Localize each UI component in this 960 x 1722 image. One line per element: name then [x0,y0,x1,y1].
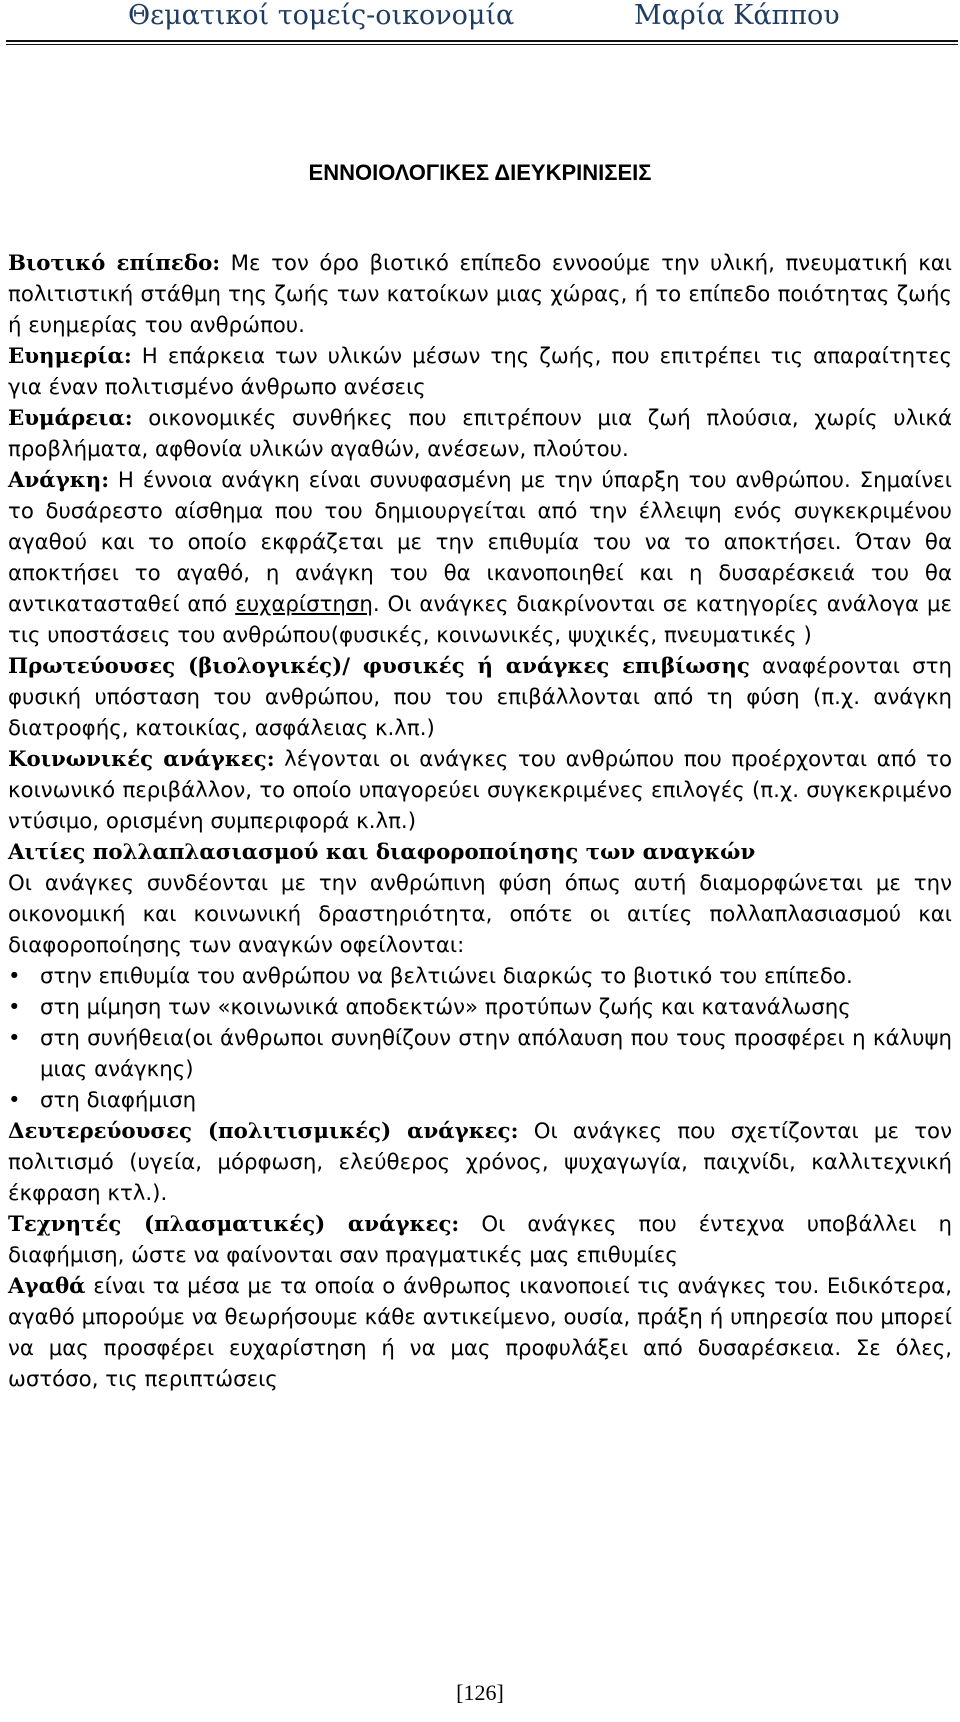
header-author: Μαρία Κάππου [634,0,840,31]
definition-anagki [8,465,952,651]
causes-list [8,961,952,1116]
bullet-icon: • [8,964,21,989]
definition-deutereuouses [8,1116,952,1209]
definition-proteuouses [8,651,952,744]
definition-text: λέγονται οι ανάγκες του ανθρώπου που προέρχονται από το κοινωνικό περιβάλλον, το οποίο υπαγορεύει συγκεκριμένες επιλογές (π.χ. συγκεκριμένο ντύσιμο, ορισμένη συμπεριφορά κ.λπ.) [8,747,952,834]
definition-euimeria [8,341,952,403]
bullet-icon: • [8,995,21,1020]
definition-text: Οι ανάγκες που σχετίζονται με τον πολιτισμό (υγεία, μόρφωση, ελεύθερος χρόνος, ψυχαγωγία, παιχνίδι, καλλιτεχνική έκφραση κτλ.). [8,1119,952,1206]
definition-biotiko-epipedo [8,248,952,341]
term: Ανάγκη: [8,468,110,493]
term: Πρωτεύουσες (βιολογικές)/ φυσικές ή ανάγκες επιβίωσης [8,654,750,679]
term: Αγαθά [8,1274,86,1299]
definition-eumareia [8,403,952,465]
list-item: • στη συνήθεια(οι άνθρωποι συνηθίζουν στην απόλαυση που τους προσφέρει η κάλυψη μιας ανάγκης) [8,1023,952,1085]
header-rule [6,40,958,45]
term: Τεχνητές (πλασματικές) ανάγκες: [8,1212,460,1237]
body-text [8,248,952,1395]
list-item: • στην επιθυμία του ανθρώπου να βελτιώνει διαρκώς το βιοτικό του επίπεδο. [8,961,952,992]
running-header [0,0,960,40]
definition-text: Οι ανάγκες που έντεχνα υποβάλλει η διαφήμιση, ώστε να φαίνονται σαν πραγματικές μας επιθυμίες [8,1212,952,1268]
list-item: • στη διαφήμιση [8,1085,952,1116]
definition-text: αναφέρονται στη φυσική υπόσταση του ανθρώπου, που του επιβάλλονται από τη φύση (π.χ. ανάγκη διατροφής, κατοικίας, ασφάλειας κ.λπ.) [8,654,952,741]
bullet-icon: • [8,1088,21,1113]
definition-text: Με τον όρο βιοτικό επίπεδο εννοούμε την υλική, πνευματική και πολιτιστική στάθμη της ζωής των κατοίκων μιας χώρας, ή το επίπεδο ποιότητας ζωής ή ευημερίας του ανθρώπου. [8,251,952,338]
page-title: ΕΝΝΟΙΟΛΟΓΙΚΕΣ ΔΙΕΥΚΡΙΝΙΣΕΙΣ [308,160,652,185]
definition-texnites [8,1209,952,1271]
term: Βιοτικό επίπεδο: [8,251,221,276]
term: Ευμάρεια: [8,406,133,431]
term: Ευημερία: [8,344,132,369]
definition-text: . Οι ανάγκες διακρίνονται σε κατηγορίες ανάλογα με τις υποστάσεις του ανθρώπου(φυσικές, κοινωνικές, ψυχικές, πνευματικές ) [8,592,952,648]
definition-text: οικονομικές συνθήκες που επιτρέπουν μια ζωή πλούσια, χωρίς υλικά προβλήματα, αφθονία υλικών αγαθών, ανέσεων, πλούτου. [8,406,952,462]
page-number: [126] [456,1680,504,1705]
definition-text: Η έννοια ανάγκη είναι συνυφασμένη με την ύπαρξη του ανθρώπου. Σημαίνει το δυσάρεστο αίσθημα που του δημιουργείται από την έλλειψη ενός συγκεκριμένου αγαθού και το οποίο εκφράζεται με την επιθυμία του να το αποκτήσει. Όταν θα αποκτήσει το αγαθό, η ανάγκη του θα ικανοποιηθεί και η δυσαρέσκειά του θα αντικατασταθεί από [8,468,952,617]
heading: Αιτίες πολλαπλασιασμού και διαφοροποίησης των αναγκών [8,840,756,865]
bullet-icon: • [8,1026,21,1051]
header-subject: Θεματικοί τομείς-οικονομία [128,0,515,31]
underlined-word: ευχαρίστηση [235,592,373,617]
definition-agatha [8,1271,952,1395]
section-heading-aities [8,837,952,868]
list-item: • στη μίμηση των «κοινωνικά αποδεκτών» προτύπων ζωής και κατανάλωσης [8,992,952,1023]
definition-text: Η επάρκεια των υλικών μέσων της ζωής, που επιτρέπει τις απαραίτητες για έναν πολιτισμένο άνθρωπο ανέσεις [8,344,952,400]
term: Κοινωνικές ανάγκες: [8,747,275,772]
definition-text: είναι τα μέσα με τα οποία ο άνθρωπος ικανοποιεί τις ανάγκες του. Ειδικότερα, αγαθό μπορούμε να θεωρήσουμε κάθε αντικείμενο, ουσία, πράξη ή υπηρεσία που μπορεί να μας προσφέρει ευχαρίστηση ή να μας προφυλάξει από δυσαρέσκεια. Σε όλες, ωστόσο, τις περιπτώσεις [8,1274,952,1392]
term: Δευτερεύουσες (πολιτισμικές) ανάγκες: [8,1119,519,1144]
section-paragraph-aities: Οι ανάγκες συνδέονται με την ανθρώπινη φύση όπως αυτή διαμορφώνεται με την οικονομική και κοινωνική δραστηριότητα, οπότε οι αιτίες πολλαπλασιασμού και διαφοροποίησης των αναγκών οφείλονται: [8,871,952,958]
definition-koinonikes [8,744,952,837]
